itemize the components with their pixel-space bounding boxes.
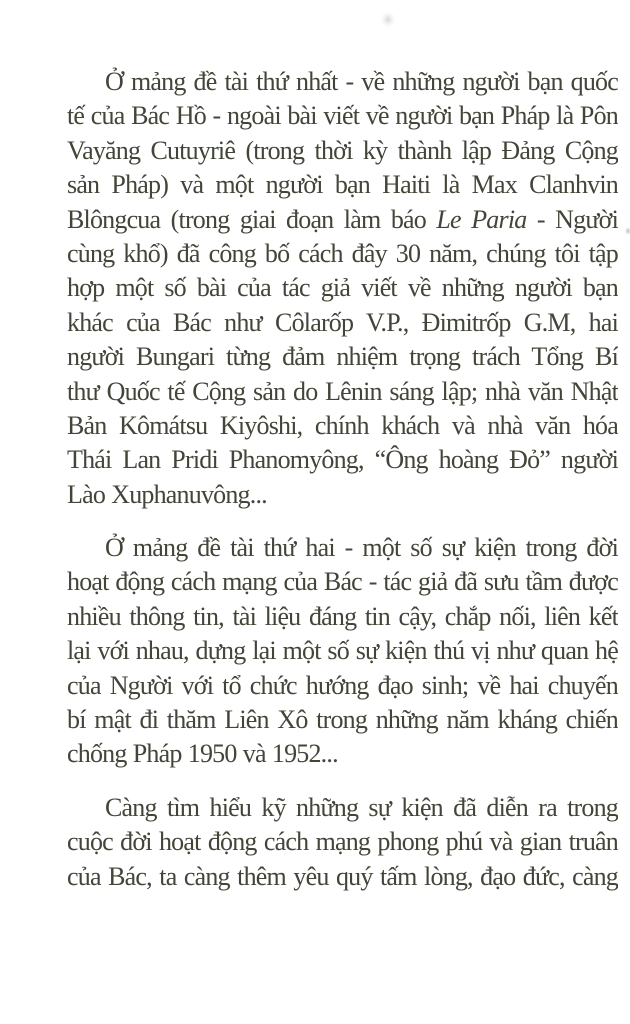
text-line: nhiều thông tin, tài liệu đáng tin cậy, chắp nối, liên kết (67, 601, 618, 631)
text-line: người Bungari từng đảm nhiệm trọng trách Tổng Bí (67, 342, 618, 372)
text-line: chống Pháp 1950 và 1952... (67, 739, 338, 769)
text-line: của Người với tổ chức hướng đạo sinh; về hai chuyến (67, 670, 618, 700)
text-line: Bản Kômátsu Kiyôshi, chính khách và nhà văn hóa (67, 410, 618, 440)
text-line: bí mật đi thăm Liên Xô trong những năm kháng chiến (67, 705, 618, 735)
text-line: cùng khổ) đã công bố cách đây 30 năm, chúng tôi tập (67, 238, 618, 268)
text-line: Lào Xuphanuvông... (67, 479, 267, 509)
text-line: lại với nhau, dựng lại một số sự kiện thú vị như quan hệ (67, 636, 618, 666)
text-line: khác của Bác như Côlarốp V.P., Đimitrốp G.M, hai (67, 307, 618, 337)
text-line: sản Pháp) và một người bạn Haiti là Max Clanhvin (67, 170, 618, 200)
paragraph (67, 65, 618, 512)
text-line: hoạt động cách mạng của Bác - tác giả đã sưu tầm được (67, 567, 618, 597)
text-line: cuộc đời hoạt động cách mạng phong phú và gian truân (67, 827, 618, 857)
text-line: hợp một số bài của tác giả viết về những người bạn (67, 273, 618, 303)
scan-speck-right-edge (625, 227, 630, 235)
italic-title: Le Paria (436, 204, 527, 234)
text-line (67, 203, 618, 237)
text-segment: Blôngcua (trong giai đoạn làm báo (67, 204, 437, 234)
text-line: Càng tìm hiểu kỹ những sự kiện đã diễn ra trong (105, 792, 618, 822)
text-segment: - Người (526, 204, 618, 234)
text-line: của Bác, ta càng thêm yêu quý tấm lòng, đạo đức, càng (67, 861, 618, 891)
text-line: thư Quốc tế Cộng sản do Lênin sáng lập; nhà văn Nhật (67, 376, 618, 406)
text-line: Ở mảng đề tài thứ hai - một số sự kiện trong đời (105, 533, 618, 563)
text-block (67, 65, 618, 894)
paragraph (67, 791, 618, 894)
paragraph (67, 531, 618, 772)
text-line: Vayăng Cutuyriê (trong thời kỳ thành lập Đảng Cộng (67, 135, 618, 165)
text-line: Ở mảng đề tài thứ nhất - về những người bạn quốc (105, 67, 618, 96)
text-line: Thái Lan Pridi Phanomyông, “Ông hoàng Đỏ” người (67, 445, 618, 475)
scan-smudge-top (381, 12, 395, 27)
text-line: tế của Bác Hồ - ngoài bài viết về người bạn Pháp là Pôn (67, 101, 618, 131)
